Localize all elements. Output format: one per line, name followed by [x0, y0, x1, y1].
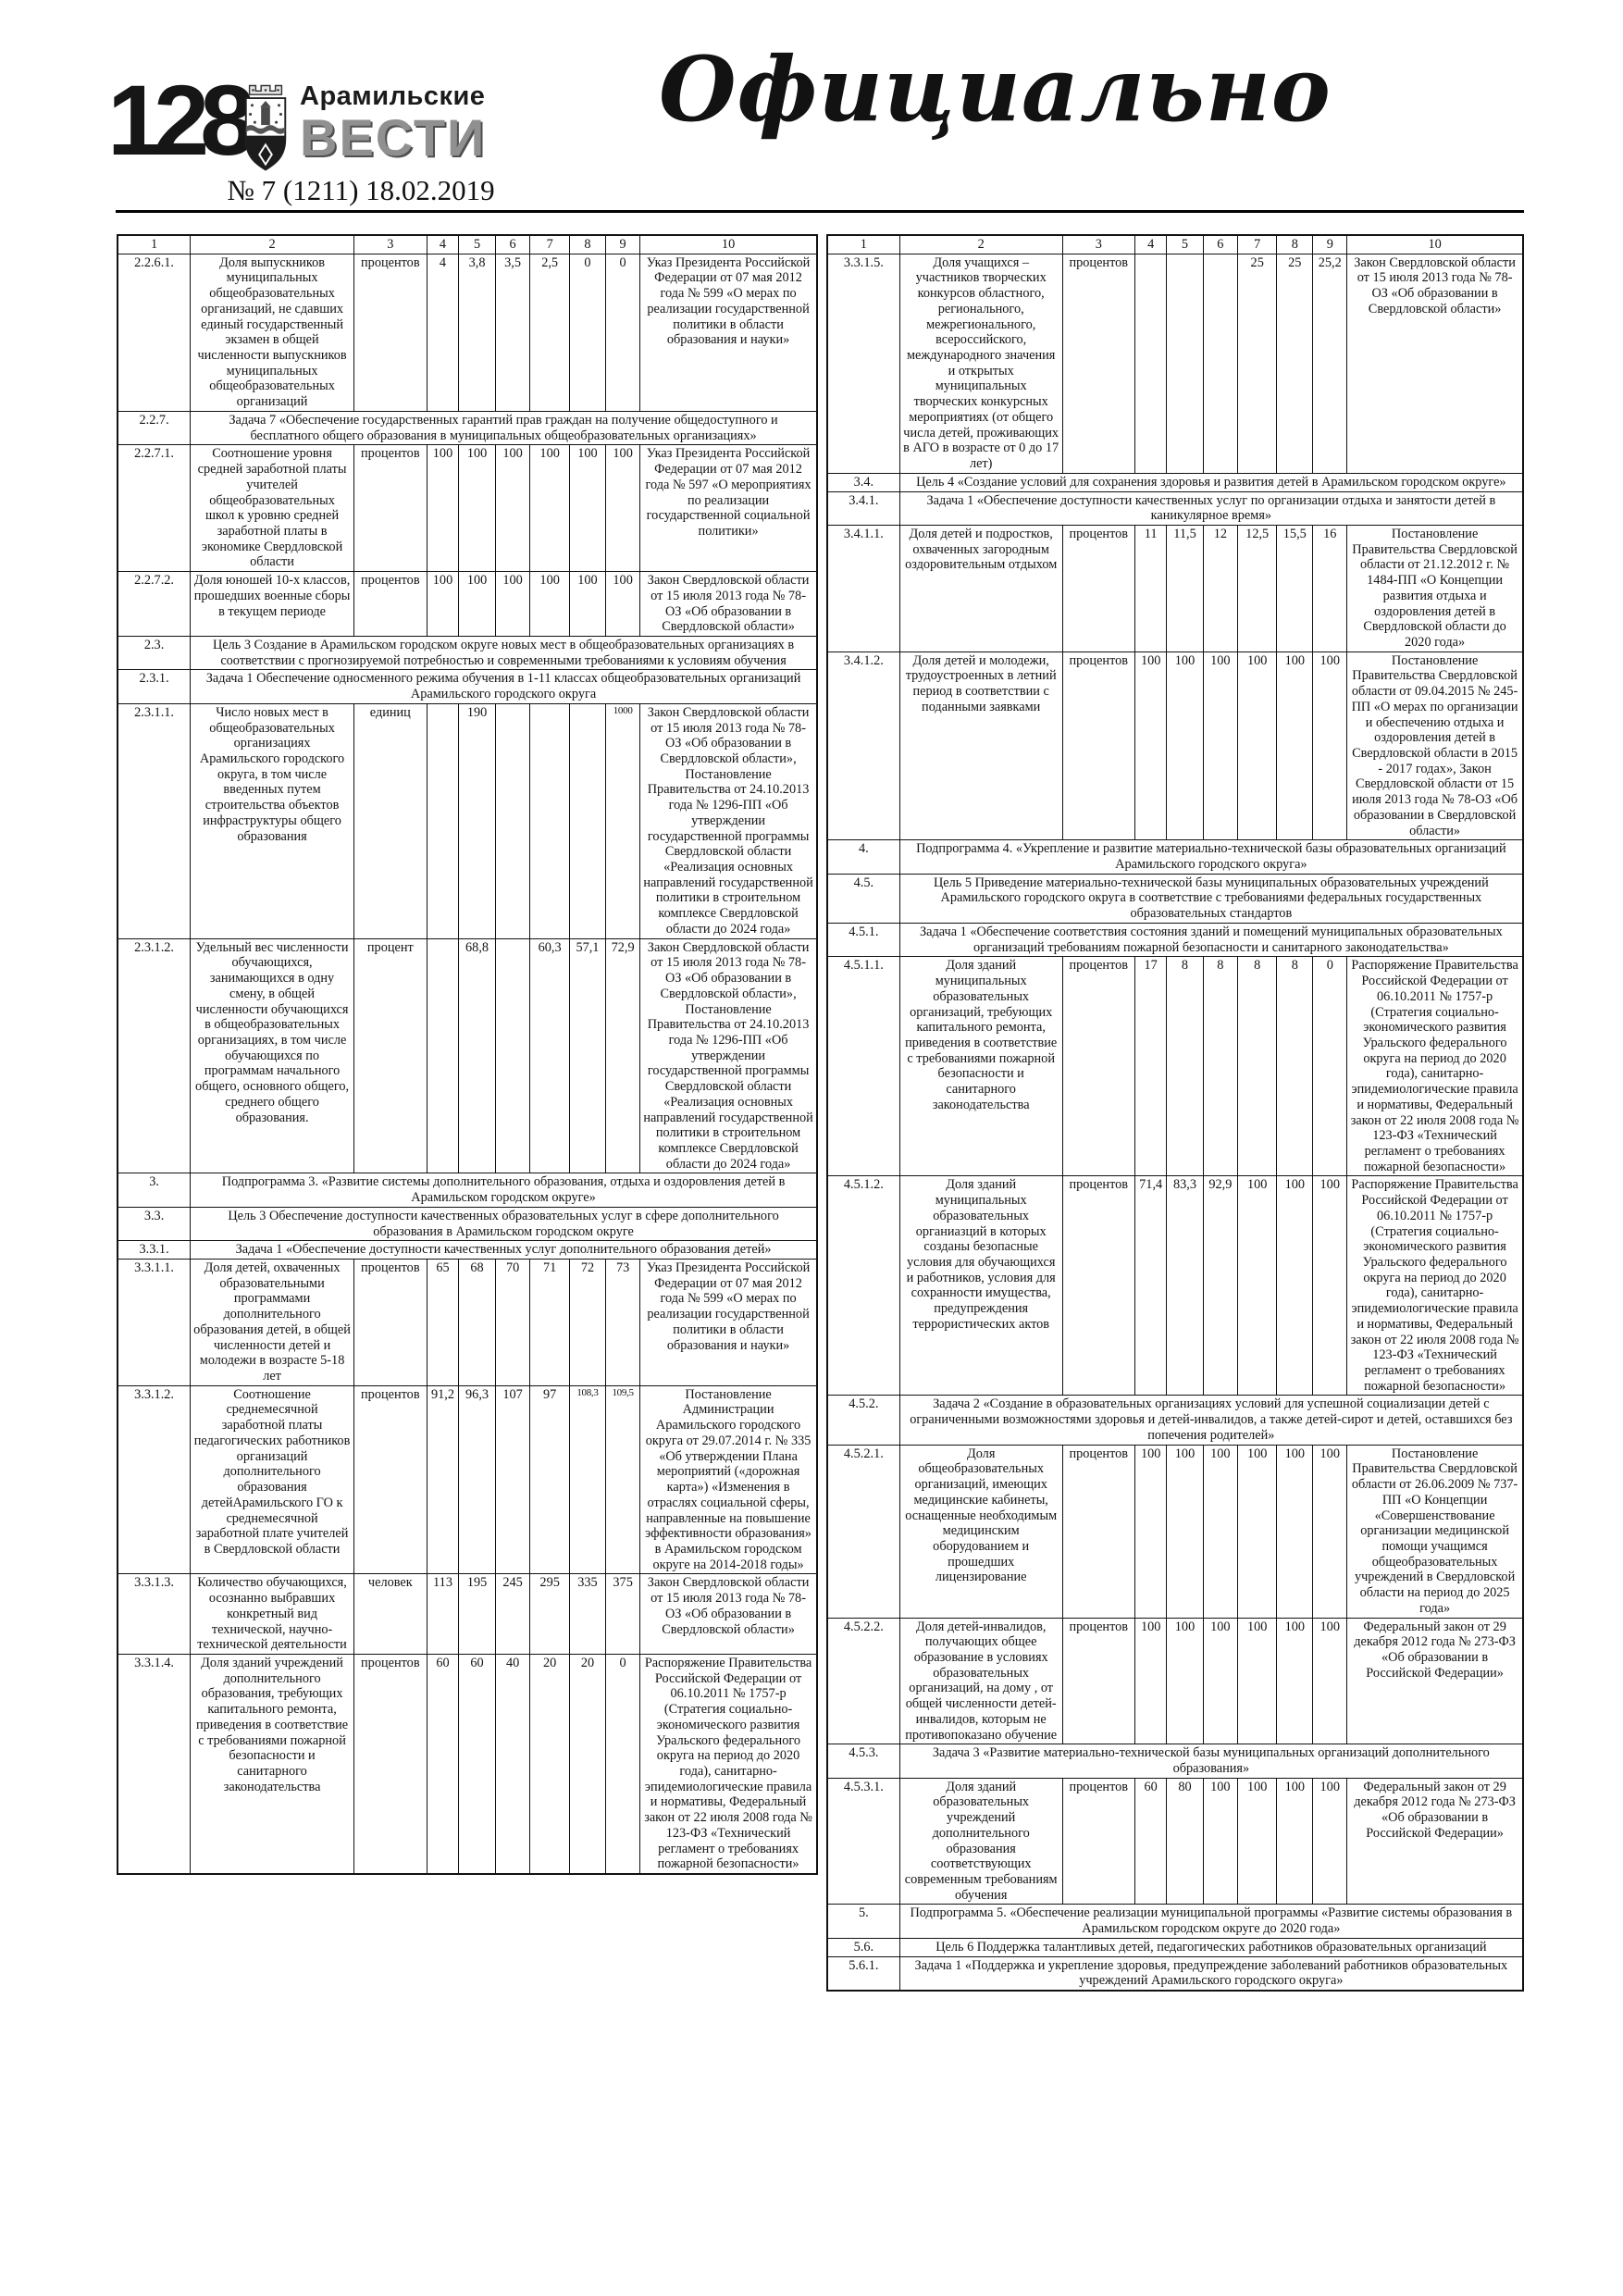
table-row — [827, 1956, 1523, 1991]
value-cell — [1134, 254, 1167, 473]
table-row — [827, 652, 1523, 840]
value-cell: 375 — [606, 1574, 640, 1655]
value-cell: 100 — [1277, 1176, 1313, 1396]
indicator-name-cell: Соотношение среднемесячной заработной платы педагогических работников организаций дополнительного образования детейАрамильского ГО к среднемесячной заработной плате учителей в Свердловской области — [191, 1385, 354, 1574]
value-cell — [1167, 254, 1203, 473]
basis-cell: Закон Свердловской области от 15 июля 2013 года № 78-ОЗ «Об образовании в Свердловской области», Постановление Правительства от 24.10.2013 года № 1296-ПП «Об утверждении государственной программы Свердловской области «Реализация основных направлений государственной политики в строительном комплексе Свердловской области до 2024 года» — [640, 703, 817, 938]
row-number-cell: 4.5.2.2. — [827, 1618, 899, 1744]
unit-cell: процентов — [354, 572, 427, 637]
value-cell: 100 — [459, 445, 495, 572]
value-cell: 92,9 — [1203, 1176, 1238, 1396]
row-number-cell: 2.2.7.1. — [118, 445, 191, 572]
value-cell: 100 — [1203, 1445, 1238, 1618]
indicator-name-cell: Доля учащихся – участников творческих конкурсов областного, регионального, межрегионального, всероссийского, международного значения и открытых муниципальных творческих конкурсных мероприятиях (от общего числа детей, проживающих в АГО в возрасте от 0 до 17 лет) — [899, 254, 1062, 473]
table-row — [827, 1618, 1523, 1744]
unit-cell: процентов — [1062, 1445, 1134, 1618]
value-cell: 100 — [1238, 1778, 1277, 1905]
value-cell: 190 — [459, 703, 495, 938]
value-cell: 97 — [530, 1385, 569, 1574]
table-row — [118, 411, 817, 444]
row-number-cell: 3.3.1. — [118, 1241, 191, 1260]
value-cell: 100 — [1313, 1176, 1347, 1396]
basis-cell: Закон Свердловской области от 15 июля 2013 года № 78-ОЗ «Об образовании в Свердловской области» — [640, 572, 817, 637]
value-cell: 1000 — [606, 703, 640, 938]
indicator-name-cell: Количество обучающихся, осознанно выбравших конкретный вид технической, научно-технической деятельности — [191, 1574, 354, 1655]
value-cell: 20 — [569, 1654, 605, 1874]
value-cell: 8 — [1203, 957, 1238, 1176]
value-cell: 100 — [1238, 652, 1277, 840]
value-cell: 91,2 — [427, 1385, 459, 1574]
value-cell: 57,1 — [569, 938, 605, 1173]
value-cell: 100 — [1277, 652, 1313, 840]
value-cell: 100 — [530, 572, 569, 637]
column-header: 10 — [1347, 235, 1523, 254]
unit-cell: процентов — [1062, 652, 1134, 840]
unit-cell: процентов — [1062, 1618, 1134, 1744]
indicator-name-cell: Удельный вес численности обучающихся, занимающихся в одну смену, в общей численности обучающихся в общеобразовательных организациях, в том числе обучающихся по программам начального общего, основного общего, среднего общего образования. — [191, 938, 354, 1173]
row-number-cell: 3.3.1.2. — [118, 1385, 191, 1574]
indicator-name-cell: Доля юношей 10-х классов, прошедших военные сборы в текущем периоде — [191, 572, 354, 637]
value-cell: 100 — [1134, 1445, 1167, 1618]
indicator-name-cell: Соотношение уровня средней заработной платы учителей общеобразовательных школ к уровню средней заработной платы в экономике Свердловской области — [191, 445, 354, 572]
value-cell: 2,5 — [530, 254, 569, 411]
value-cell: 100 — [1238, 1445, 1277, 1618]
value-cell: 100 — [606, 445, 640, 572]
value-cell: 8 — [1238, 957, 1277, 1176]
row-number-cell: 5.6.1. — [827, 1956, 899, 1991]
row-number-cell: 3.4.1. — [827, 491, 899, 525]
table-row — [827, 254, 1523, 473]
unit-cell: процентов — [1062, 525, 1134, 652]
row-number-cell: 3.3.1.5. — [827, 254, 899, 473]
row-number-cell: 2.3.1.1. — [118, 703, 191, 938]
column-header: 2 — [899, 235, 1062, 254]
section-span-cell: Цель 4 «Создание условий для сохранения здоровья и развития детей в Арамильском городском округе» — [899, 473, 1523, 491]
value-cell: 71,4 — [1134, 1176, 1167, 1396]
value-cell: 100 — [1277, 1445, 1313, 1618]
unit-cell: процентов — [1062, 1778, 1134, 1905]
value-cell: 100 — [606, 572, 640, 637]
row-number-cell: 3.3.1.3. — [118, 1574, 191, 1655]
indicator-name-cell: Доля зданий образовательных учреждений дополнительного образования соответствующих современным требованиям обучения — [899, 1778, 1062, 1905]
column-header: 3 — [1062, 235, 1134, 254]
value-cell: 12,5 — [1238, 525, 1277, 652]
table-row — [118, 636, 817, 669]
value-cell: 72 — [569, 1260, 605, 1386]
value-cell: 8 — [1277, 957, 1313, 1176]
value-cell: 40 — [495, 1654, 530, 1874]
table-row — [118, 1654, 817, 1874]
newspaper-name-bottom: ВЕСТИ — [300, 108, 487, 167]
row-number-cell: 3.3.1.1. — [118, 1260, 191, 1386]
unit-cell: человек — [354, 1574, 427, 1655]
value-cell: 100 — [569, 572, 605, 637]
indicator-name-cell: Доля зданий муниципальных образовательных органиазций в которых созданы безопасные условия для обучающихся и работников, условия для сохранности имущества, предупреждения террористических актов — [899, 1176, 1062, 1396]
indicator-name-cell: Доля зданий муниципальных образовательных организаций, требующих капитального ремонта, приведения в соответствие с требованиями пожарной безопасности и санитарного законодательства — [899, 957, 1062, 1176]
unit-cell: процент — [354, 938, 427, 1173]
value-cell: 15,5 — [1277, 525, 1313, 652]
basis-cell: Распоряжение Правительства Российской Федерации от 06.10.2011 № 1757-р (Стратегия социально-экономического развития Уральского федерального округа на период до 2020 года), санитарно-эпидемиологические правила и нормативы, Федеральный закон от 22 июля 2008 года № 123-ФЗ «Технический регламент о требованиях пожарной безопасности» — [1347, 1176, 1523, 1396]
value-cell: 195 — [459, 1574, 495, 1655]
value-cell: 100 — [1167, 652, 1203, 840]
table-row — [827, 525, 1523, 652]
section-span-cell: Задача 1 «Поддержка и укрепление здоровья, предупреждение заболеваний работников образовательных учреждений Арамильского городского округа» — [899, 1956, 1523, 1991]
column-header: 8 — [1277, 235, 1313, 254]
value-cell: 20 — [530, 1654, 569, 1874]
table-row — [118, 445, 817, 572]
row-number-cell: 5. — [827, 1905, 899, 1938]
basis-cell: Указ Президента Российской Федерации от 07 мая 2012 года № 599 «О мерах по реализации государственной политики в области образования и науки» — [640, 1260, 817, 1386]
indicators-table-right — [826, 234, 1524, 1992]
row-number-cell: 2.2.7. — [118, 411, 191, 444]
unit-cell: процентов — [354, 1654, 427, 1874]
value-cell: 80 — [1167, 1778, 1203, 1905]
value-cell: 60,3 — [530, 938, 569, 1173]
value-cell: 100 — [427, 572, 459, 637]
value-cell: 96,3 — [459, 1385, 495, 1574]
basis-cell: Указ Президента Российской Федерации от 07 мая 2012 года № 599 «О мерах по реализации государственной политики в области образования и науки» — [640, 254, 817, 411]
basis-cell: Указ Президента Российской Федерации от 07 мая 2012 года № 597 «О мероприятиях по реализации государственной социальной политики» — [640, 445, 817, 572]
value-cell: 335 — [569, 1574, 605, 1655]
table-row — [118, 1385, 817, 1574]
value-cell: 11 — [1134, 525, 1167, 652]
table-row — [118, 1574, 817, 1655]
indicator-name-cell: Доля выпускников муниципальных общеобразовательных организаций, не сдавших единый государственный экзамен в общей численности выпускников муниципальных общеобразовательных организаций — [191, 254, 354, 411]
section-span-cell: Цель 6 Поддержка талантливых детей, педагогических работников образовательных организаций — [899, 1938, 1523, 1956]
row-number-cell: 4.5.2. — [827, 1396, 899, 1445]
value-cell: 100 — [1238, 1618, 1277, 1744]
table-row — [827, 840, 1523, 874]
table-row — [827, 957, 1523, 1176]
unit-cell: процентов — [354, 254, 427, 411]
column-header: 8 — [569, 235, 605, 254]
column-header: 9 — [606, 235, 640, 254]
basis-cell: Закон Свердловской области от 15 июля 2013 года № 78-ОЗ «Об образовании в Свердловской области» — [640, 1574, 817, 1655]
value-cell: 71 — [530, 1260, 569, 1386]
value-cell: 65 — [427, 1260, 459, 1386]
value-cell: 100 — [1313, 1778, 1347, 1905]
basis-cell: Постановление Администрации Арамильского городского округа от 29.07.2014 г. № 335 «Об утверждении Плана мероприятий («дорожная карта») «Изменения в отраслях социальной сферы, направленные на повышение эффективности образования» в Арамильском городском округе на 2014-2018 годы» — [640, 1385, 817, 1574]
indicator-name-cell: Доля детей, охваченных образовательными программами дополнительного образования детей, в общей численности детей и молодежи в возрасте 5-18 лет — [191, 1260, 354, 1386]
row-number-cell: 4.5.1.1. — [827, 957, 899, 1176]
basis-cell: Распоряжение Правительства Российской Федерации от 06.10.2011 № 1757-р (Стратегия социально-экономического развития Уральского федерального округа на период до 2020 года), санитарно-эпидемиологические правила и нормативы, Федеральный закон от 22 июля 2008 года № 123-ФЗ «Технический регламент о требованиях пожарной безопасности» — [640, 1654, 817, 1874]
section-span-cell: Подпрограмма 4. «Укрепление и развитие материально-технической базы образовательных организаций Арамильского городского округа» — [899, 840, 1523, 874]
table-row — [827, 1176, 1523, 1396]
value-cell: 100 — [1203, 1778, 1238, 1905]
value-cell: 25 — [1277, 254, 1313, 473]
value-cell: 3,5 — [495, 254, 530, 411]
indicator-name-cell: Доля зданий учреждений дополнительного образования, требующих капитального ремонта, приведения в соответствие с требованиями пожарной безопасности и санитарного законодательства — [191, 1654, 354, 1874]
value-cell — [569, 703, 605, 938]
column-header: 6 — [1203, 235, 1238, 254]
row-number-cell: 3.4.1.2. — [827, 652, 899, 840]
value-cell: 100 — [530, 445, 569, 572]
page-number: 128 — [107, 64, 247, 176]
section-span-cell: Задача 7 «Обеспечение государственных гарантий прав граждан на получение общедоступного и бесплатного общего образования в муниципальных общеобразовательных организациях» — [191, 411, 817, 444]
value-cell: 60 — [459, 1654, 495, 1874]
column-header: 7 — [1238, 235, 1277, 254]
value-cell: 0 — [569, 254, 605, 411]
basis-cell: Федеральный закон от 29 декабря 2012 года № 273-ФЗ «Об образовании в Российской Федерации» — [1347, 1618, 1523, 1744]
basis-cell: Постановление Правительства Свердловской области от 21.12.2012 г. № 1484-ПП «О Концепции развития отдыха и оздоровления детей в Свердловской области до 2020 года» — [1347, 525, 1523, 652]
newspaper-nameplate — [300, 81, 487, 167]
value-cell: 109,5 — [606, 1385, 640, 1574]
value-cell: 70 — [495, 1260, 530, 1386]
table-row — [118, 1207, 817, 1240]
table-row — [118, 1173, 817, 1207]
basis-cell: Закон Свердловской области от 15 июля 2013 года № 78-ОЗ «Об образовании в Свердловской области», Постановление Правительства от 24.10.2013 года № 1296-ПП «Об утверждении государственной программы Свердловской области «Реализация основных направлений государственной политики в строительном комплексе Свердловской области до 2024 года» — [640, 938, 817, 1173]
column-header: 6 — [495, 235, 530, 254]
indicator-name-cell: Число новых мест в общеобразовательных организациях Арамильского городского округа, в том числе введенных путем строительства объектов инфраструктуры общего образования — [191, 703, 354, 938]
value-cell: 0 — [606, 254, 640, 411]
section-span-cell: Задача 1 «Обеспечение доступности качественных услуг дополнительного образования детей» — [191, 1241, 817, 1260]
table-row — [827, 1744, 1523, 1778]
value-cell: 245 — [495, 1574, 530, 1655]
value-cell: 100 — [495, 445, 530, 572]
column-header-row — [827, 235, 1523, 254]
table-row — [827, 1938, 1523, 1956]
table-row — [118, 254, 817, 411]
row-number-cell: 2.2.7.2. — [118, 572, 191, 637]
unit-cell: процентов — [354, 445, 427, 572]
row-number-cell: 3.4. — [827, 473, 899, 491]
value-cell: 100 — [495, 572, 530, 637]
row-number-cell: 4.5.1.2. — [827, 1176, 899, 1396]
unit-cell: процентов — [1062, 1176, 1134, 1396]
column-header: 1 — [118, 235, 191, 254]
value-cell: 100 — [1238, 1176, 1277, 1396]
row-number-cell: 4.5.3.1. — [827, 1778, 899, 1905]
value-cell: 295 — [530, 1574, 569, 1655]
row-number-cell: 4.5.3. — [827, 1744, 899, 1778]
value-cell: 8 — [1167, 957, 1203, 1176]
value-cell: 113 — [427, 1574, 459, 1655]
value-cell: 100 — [1134, 1618, 1167, 1744]
value-cell: 100 — [569, 445, 605, 572]
table-row — [827, 1905, 1523, 1938]
value-cell — [530, 703, 569, 938]
column-header: 3 — [354, 235, 427, 254]
section-span-cell: Подпрограмма 3. «Развитие системы дополнительного образования, отдыха и оздоровления детей в Арамильском городском округе» — [191, 1173, 817, 1207]
value-cell: 0 — [1313, 957, 1347, 1176]
indicators-table-right-column — [826, 234, 1524, 1992]
column-header: 9 — [1313, 235, 1347, 254]
table-row — [118, 938, 817, 1173]
value-cell — [495, 703, 530, 938]
value-cell: 3,8 — [459, 254, 495, 411]
row-number-cell: 4.5. — [827, 874, 899, 923]
value-cell: 107 — [495, 1385, 530, 1574]
value-cell: 100 — [1134, 652, 1167, 840]
value-cell: 60 — [427, 1654, 459, 1874]
section-span-cell: Подпрограмма 5. «Обеспечение реализации муниципальной программы «Развитие системы образования в Арамильском городском округе до 2020 года» — [899, 1905, 1523, 1938]
column-header: 10 — [640, 235, 817, 254]
table-row — [827, 473, 1523, 491]
value-cell: 100 — [1203, 1618, 1238, 1744]
value-cell: 100 — [1313, 1618, 1347, 1744]
basis-cell: Закон Свердловской области от 15 июля 2013 года № 78-ОЗ «Об образовании в Свердловской области» — [1347, 254, 1523, 473]
value-cell: 100 — [1313, 652, 1347, 840]
section-span-cell: Цель 5 Приведение материально-технической базы муниципальных образовательных учреждений Арамильского городского округа в соответствие с требованиями федеральных государственных образовательных стандартов — [899, 874, 1523, 923]
basis-cell: Федеральный закон от 29 декабря 2012 года № 273-ФЗ «Об образовании в Российской Федерации» — [1347, 1778, 1523, 1905]
table-row — [118, 1241, 817, 1260]
column-header: 2 — [191, 235, 354, 254]
value-cell: 100 — [459, 572, 495, 637]
section-title: Официально — [659, 37, 1332, 142]
value-cell: 100 — [1277, 1618, 1313, 1744]
row-number-cell: 2.2.6.1. — [118, 254, 191, 411]
unit-cell: единиц — [354, 703, 427, 938]
value-cell: 0 — [606, 1654, 640, 1874]
row-number-cell: 2.3.1.2. — [118, 938, 191, 1173]
value-cell: 68 — [459, 1260, 495, 1386]
newspaper-name-top: Арамильские — [300, 81, 486, 111]
value-cell — [427, 938, 459, 1173]
row-number-cell: 4.5.1. — [827, 923, 899, 956]
section-span-cell: Задача 3 «Развитие материально-технической базы муниципальных организаций дополнительного образования» — [899, 1744, 1523, 1778]
table-row — [118, 572, 817, 637]
value-cell: 12 — [1203, 525, 1238, 652]
coat-of-arms-icon — [239, 80, 292, 174]
value-cell: 68,8 — [459, 938, 495, 1173]
row-number-cell: 2.3.1. — [118, 670, 191, 703]
indicator-name-cell: Доля детей и молодежи, трудоустроенных в летний период в соответствии с поданными заявками — [899, 652, 1062, 840]
indicators-table-left-column — [117, 234, 818, 1875]
column-header: 4 — [427, 235, 459, 254]
column-header: 4 — [1134, 235, 1167, 254]
value-cell: 100 — [427, 445, 459, 572]
unit-cell: процентов — [354, 1385, 427, 1574]
value-cell — [495, 938, 530, 1173]
section-span-cell: Цель 3 Создание в Арамильском городском округе новых мест в общеобразовательных организациях в соответствии с прогнозируемой потребностью и современными требованиями к условиям обучения — [191, 636, 817, 669]
row-number-cell: 3.3. — [118, 1207, 191, 1240]
indicator-name-cell: Доля общеобразовательных организаций, имеющих медицинские кабинеты, оснащенные необходимым медицинским оборудованием и прошедших лицензирование — [899, 1445, 1062, 1618]
table-row — [118, 703, 817, 938]
row-number-cell: 3.3.1.4. — [118, 1654, 191, 1874]
section-span-cell: Задача 1 «Обеспечение соответствия состояния зданий и помещений муниципальных образовательных организаций требованиям пожарной безопасности и санитарного законодательства» — [899, 923, 1523, 956]
value-cell: 100 — [1167, 1618, 1203, 1744]
value-cell: 16 — [1313, 525, 1347, 652]
section-span-cell: Цель 3 Обеспечение доступности качественных образовательных услуг в сфере дополнительного образования в Арамильском городском округе — [191, 1207, 817, 1240]
column-header: 7 — [530, 235, 569, 254]
indicator-name-cell: Доля детей и подростков, охваченных загородным оздоровительным отдыхом — [899, 525, 1062, 652]
value-cell: 100 — [1167, 1445, 1203, 1618]
basis-cell: Постановление Правительства Свердловской области от 26.06.2009 № 737-ПП «О Концепции «Совершенствование организации медицинской помощи учащимся общеобразовательных учреждений в Свердловской области на период до 2025 года» — [1347, 1445, 1523, 1618]
unit-cell: процентов — [1062, 957, 1134, 1176]
row-number-cell: 3.4.1.1. — [827, 525, 899, 652]
value-cell: 25 — [1238, 254, 1277, 473]
table-row — [827, 923, 1523, 956]
value-cell: 100 — [1313, 1445, 1347, 1618]
value-cell: 100 — [1277, 1778, 1313, 1905]
value-cell: 11,5 — [1167, 525, 1203, 652]
column-header: 5 — [1167, 235, 1203, 254]
basis-cell: Постановление Правительства Свердловской области от 09.04.2015 № 245-ПП «О мерах по организации и обеспечению отдыха и оздоровления детей в Свердловской области в 2015 - 2017 годах», Закон Свердловской области от 15 июля 2013 года № 78-ОЗ «Об образовании в Свердловской области» — [1347, 652, 1523, 840]
value-cell: 73 — [606, 1260, 640, 1386]
section-span-cell: Задача 1 «Обеспечение доступности качественных услуг по организации отдыха и занятости детей в каникулярное время» — [899, 491, 1523, 525]
value-cell: 108,3 — [569, 1385, 605, 1574]
value-cell — [1203, 254, 1238, 473]
table-row — [827, 874, 1523, 923]
table-row — [827, 1396, 1523, 1445]
issue-date: № 7 (1211) 18.02.2019 — [227, 174, 495, 206]
row-number-cell: 2.3. — [118, 636, 191, 669]
column-header: 5 — [459, 235, 495, 254]
table-row — [827, 1778, 1523, 1905]
column-header: 1 — [827, 235, 899, 254]
table-row — [827, 1445, 1523, 1618]
value-cell: 83,3 — [1167, 1176, 1203, 1396]
basis-cell: Распоряжение Правительства Российской Федерации от 06.10.2011 № 1757-р (Стратегия социально-экономического развития Уральского федерального округа на период до 2020 года), санитарно-эпидемиологические правила и нормативы, Федеральный закон от 22 июля 2008 года № 123-ФЗ «Технический регламент о требованиях пожарной безопасности» — [1347, 957, 1523, 1176]
indicator-name-cell: Доля детей-инвалидов, получающих общее образование в условиях образовательных организаций, на дому , от общей численности детей-инвалидов, которым не противопоказано обучение — [899, 1618, 1062, 1744]
table-row — [827, 491, 1523, 525]
value-cell: 25,2 — [1313, 254, 1347, 473]
section-span-cell: Задача 2 «Создание в образовательных организациях условий для успешной социализации детей с ограниченными возможностями здоровья и детей-инвалидов, а также детей-сирот и детей, оставшихся без попечения родителей» — [899, 1396, 1523, 1445]
value-cell: 4 — [427, 254, 459, 411]
value-cell: 60 — [1134, 1778, 1167, 1905]
table-row — [118, 1260, 817, 1386]
row-number-cell: 3. — [118, 1173, 191, 1207]
column-header-row — [118, 235, 817, 254]
value-cell: 72,9 — [606, 938, 640, 1173]
unit-cell: процентов — [1062, 254, 1134, 473]
table-row — [118, 670, 817, 703]
value-cell: 100 — [1203, 652, 1238, 840]
unit-cell: процентов — [354, 1260, 427, 1386]
value-cell — [427, 703, 459, 938]
row-number-cell: 5.6. — [827, 1938, 899, 1956]
row-number-cell: 4. — [827, 840, 899, 874]
value-cell: 17 — [1134, 957, 1167, 1176]
section-span-cell: Задача 1 Обеспечение односменного режима обучения в 1-11 классах общеобразовательных организаций Арамильского городского округа — [191, 670, 817, 703]
indicators-table-left — [117, 234, 818, 1875]
row-number-cell: 4.5.2.1. — [827, 1445, 899, 1618]
masthead-rule — [116, 210, 1524, 213]
